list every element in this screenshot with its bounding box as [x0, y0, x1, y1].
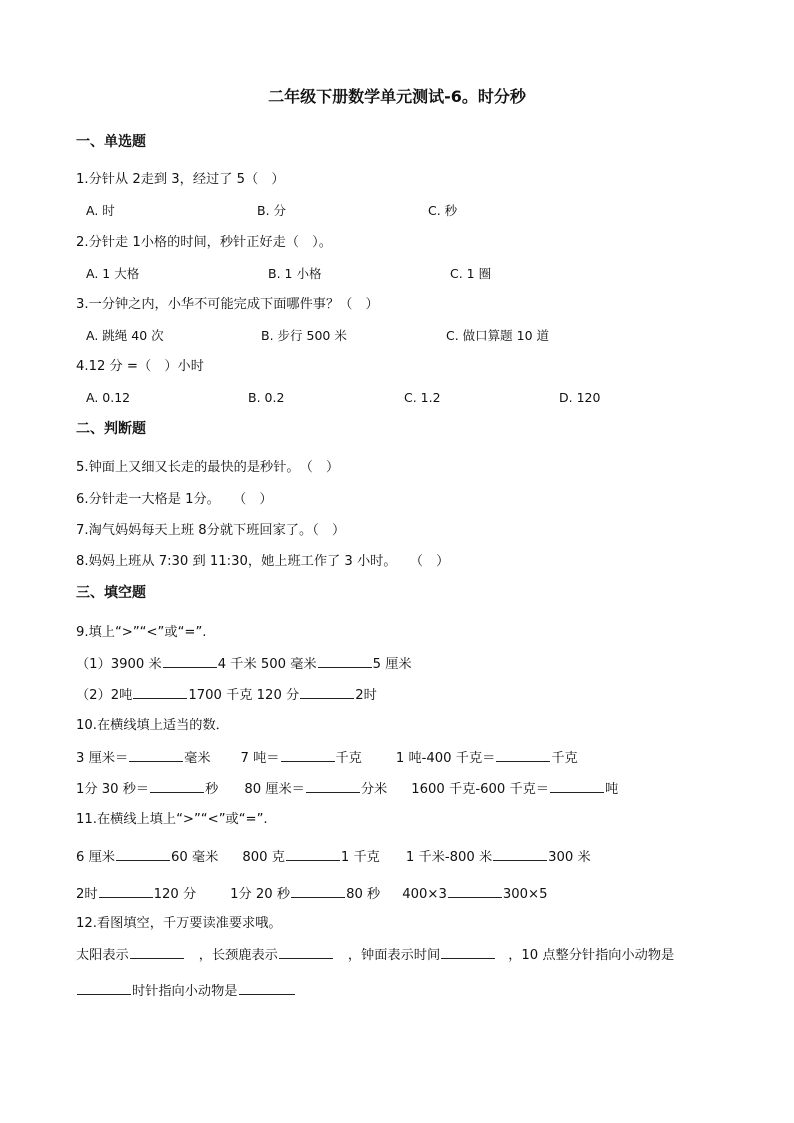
answer-blank[interactable]	[99, 885, 153, 898]
question-12: 12.看图填空，千万要读准要求哦。	[76, 916, 282, 931]
question-3: 3.一分钟之内，小华不可能完成下面哪件事？（ ）	[76, 297, 379, 312]
answer-blank[interactable]	[150, 780, 204, 793]
answer-blank[interactable]	[441, 946, 495, 959]
q1-option-b: B. 分	[257, 203, 287, 218]
question-1: 1.分针从 2走到 3，经过了 5（ ）	[76, 172, 285, 187]
q10-row-1: 3 厘米＝ 毫米 7 吨＝ 千克 1 吨-400 千克＝ 千克	[76, 751, 578, 766]
answer-blank[interactable]	[130, 946, 184, 959]
q2-option-a: A. 1 大格	[86, 266, 140, 281]
answer-blank[interactable]	[279, 946, 333, 959]
q9-row-1: （1）3900 米 4 千米 500 毫米 5 厘米	[76, 657, 412, 672]
section-heading-true-false: 二、判断题	[76, 421, 146, 437]
answer-blank[interactable]	[239, 982, 295, 995]
question-9: 9.填上“>”“<”或“=”.	[76, 625, 207, 640]
question-8: 8.妈妈上班从 7:30 到 11:30，她上班工作了 3 小时。 （ ）	[76, 554, 450, 569]
answer-blank[interactable]	[306, 780, 360, 793]
question-6: 6.分针走一大格是 1分。 （ ）	[76, 492, 273, 507]
answer-blank[interactable]	[116, 848, 170, 861]
answer-blank[interactable]	[286, 848, 340, 861]
q4-option-b: B. 0.2	[248, 390, 285, 405]
question-7: 7.淘气妈妈每天上班 8分就下班回家了。（ ）	[76, 523, 346, 538]
answer-blank[interactable]	[493, 848, 547, 861]
q4-option-d: D. 120	[559, 390, 601, 405]
answer-blank[interactable]	[77, 982, 131, 995]
page-title: 二年级下册数学单元测试-6。时分秒	[268, 87, 526, 106]
q10-row-2: 1分 30 秒＝ 秒 80 厘米＝ 分米 1600 千克-600 千克＝ 吨	[76, 782, 619, 797]
q12-line-1: 太阳表示 ，长颈鹿表示 ，钟面表示时间 ，10 点整分针指向小动物是	[76, 948, 675, 963]
question-11: 11.在横线上填上“>”“<”或“=”.	[76, 812, 268, 827]
question-2: 2.分针走 1小格的时间，秒针正好走（ ）。	[76, 235, 332, 250]
section-heading-fill-in: 三、填空题	[76, 585, 146, 601]
q11-row-2: 2时 120 分 1分 20 秒 80 秒 400×3 300×5	[76, 887, 548, 902]
answer-blank[interactable]	[129, 749, 183, 762]
q4-option-a: A. 0.12	[86, 390, 131, 405]
q2-option-c: C. 1 圈	[450, 266, 492, 281]
question-5: 5.钟面上又细又长走的最快的是秒针。 （ ）	[76, 460, 340, 475]
section-heading-single-choice: 一、单选题	[76, 134, 146, 150]
q2-option-b: B. 1 小格	[268, 266, 322, 281]
answer-blank[interactable]	[163, 655, 217, 668]
answer-blank[interactable]	[281, 749, 335, 762]
answer-blank[interactable]	[318, 655, 372, 668]
q3-option-a: A. 跳绳 40 次	[86, 328, 164, 343]
answer-blank[interactable]	[550, 780, 604, 793]
q3-option-b: B. 步行 500 米	[261, 328, 347, 343]
q1-option-c: C. 秒	[428, 203, 458, 218]
answer-blank[interactable]	[448, 885, 502, 898]
question-10: 10.在横线填上适当的数．	[76, 718, 229, 733]
q11-row-1: 6 厘米 60 毫米 800 克 1 千克 1 千米-800 米 300 米	[76, 850, 591, 865]
answer-blank[interactable]	[291, 885, 345, 898]
q4-option-c: C. 1.2	[404, 390, 441, 405]
q1-option-a: A. 时	[86, 203, 115, 218]
q3-option-c: C. 做口算题 10 道	[446, 328, 550, 343]
answer-blank[interactable]	[133, 686, 187, 699]
answer-blank[interactable]	[496, 749, 550, 762]
answer-blank[interactable]	[300, 686, 354, 699]
q9-row-2: （2）2吨 1700 千克 120 分 2时	[76, 688, 377, 703]
q12-line-2: 时针指向小动物是	[76, 982, 296, 1001]
question-4: 4.12 分 =（ ）小时	[76, 359, 204, 374]
